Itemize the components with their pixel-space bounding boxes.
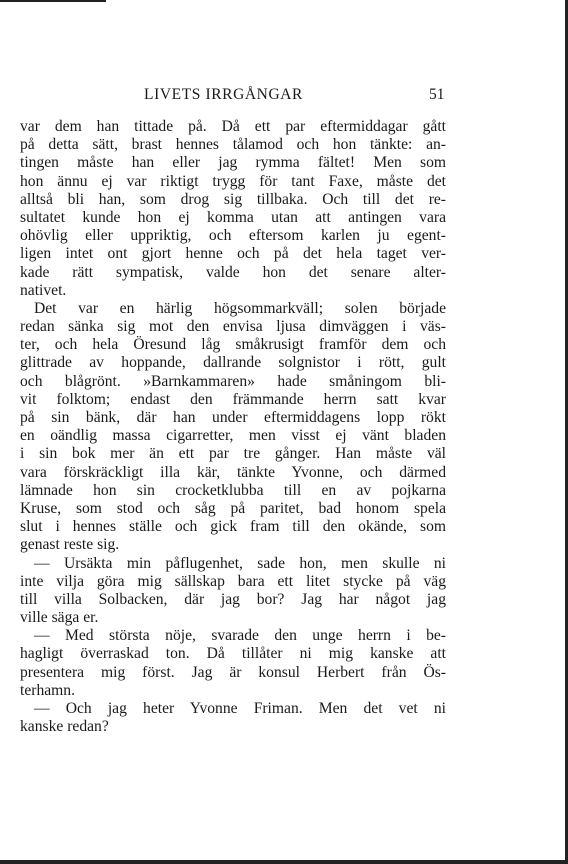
- scan-border-top: [0, 0, 106, 2]
- scan-border-bottom: [0, 860, 568, 864]
- text-line: ohövlig eller uppriktig, och eftersom karlen ju egent-: [20, 227, 446, 245]
- text-line: inte vilja göra mig sällskap bara ett litet stycke på väg: [20, 572, 446, 590]
- text-line: glittrade av hoppande, dallrande solgnistor i rött, gult: [20, 354, 446, 372]
- text-line: på sin bänk, där han under eftermiddagens lopp rökt: [20, 409, 446, 426]
- text-line: — Ursäkta min påflugenhet, sade hon, men skulle ni: [34, 554, 446, 572]
- text-line: ter, och hela Öresund låg småkrusigt framför dem och: [20, 336, 446, 354]
- text-line: i sin bok mer än ett par tre gånger. Han måste väl: [20, 445, 446, 463]
- text-line: vit folktom; endast den främmande herrn satt kvar: [20, 390, 446, 408]
- text-line: terhamn.: [20, 681, 75, 699]
- text-line: slut i hennes ställe och gick fram till den okände, som: [20, 518, 446, 536]
- page-number: 51: [429, 86, 445, 103]
- text-line: kanske redan?: [20, 718, 109, 736]
- text-line: kade rätt sympatisk, valde hon det senare alter-: [20, 263, 446, 281]
- text-line: redan sänka sig mot den envisa ljusa dimväggen i väs-: [20, 318, 446, 336]
- text-line: en oändlig massa cigarretter, men visst ej vänt bladen: [20, 427, 446, 445]
- text-line: genast reste sig.: [20, 536, 120, 554]
- text-line: och blågrönt. »Barnkammaren» hade småningom bli-: [20, 372, 446, 390]
- running-head: [0, 86, 568, 106]
- text-line: till villa Solbacken, där jag bor? Jag har något jag: [20, 590, 446, 608]
- text-line: ligen intet ont gjort henne och på det hela taget ver-: [20, 245, 446, 263]
- text-line: presentera mig först. Jag är konsul Herbert från Ös-: [20, 663, 446, 681]
- text-line: hon ännu ej var riktigt trygg för tant Faxe, måste det: [20, 172, 446, 190]
- text-line: på detta sätt, brast hennes tålamod och hon tänkte: an-: [20, 136, 446, 154]
- text-line: — Med största nöje, svarade den unge herrn i be-: [34, 627, 446, 645]
- text-line: nativet.: [20, 281, 67, 299]
- text-line: Det var en härlig högsommarkväll; solen började: [34, 299, 446, 317]
- text-line: Kruse, som stod och såg på paritet, bad honom spela: [20, 499, 446, 517]
- text-line: sultatet kunde hon ej komma utan att antingen vara: [20, 208, 446, 226]
- running-title: LIVETS IRRGÅNGAR: [144, 86, 303, 103]
- text-line: alltså bli han, som drog sig tillbaka. Och till det re-: [20, 190, 446, 208]
- text-line: lämnade hon sin crocketklubba till en av pojkarna: [20, 481, 446, 499]
- text-line: ville säga er.: [20, 609, 99, 627]
- text-line: vara förskräckligt illa kär, tänkte Yvonne, och därmed: [20, 463, 446, 481]
- text-line: tingen måste han eller jag rymma fältet! Men som: [20, 154, 446, 172]
- text-line: — Och jag heter Yvonne Friman. Men det vet ni: [34, 700, 446, 717]
- body-text: [20, 118, 446, 736]
- text-line: var dem han tittade på. Då ett par eftermiddagar gått: [20, 118, 446, 135]
- text-line: hagligt överraskad ton. Då tillåter ni mig kanske att: [20, 645, 446, 663]
